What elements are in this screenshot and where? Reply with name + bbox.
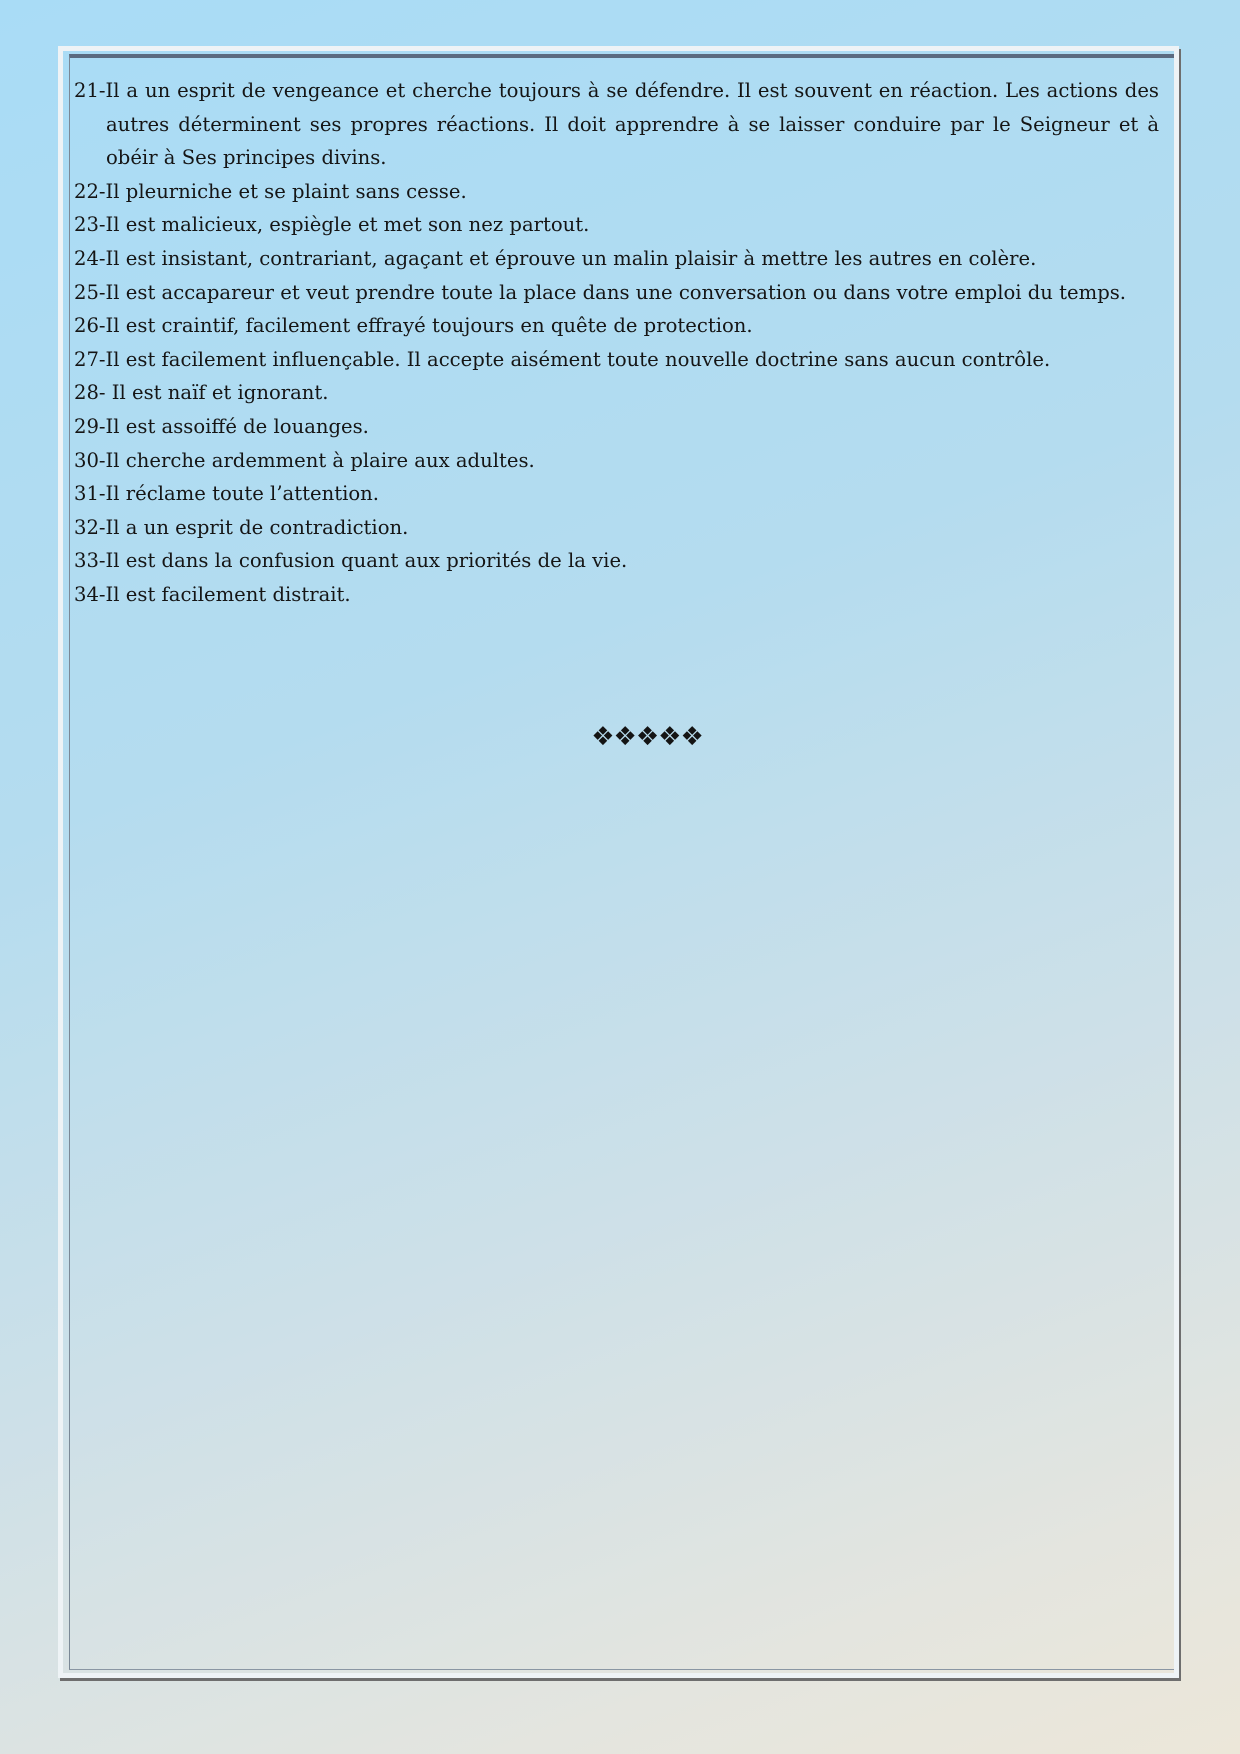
- list-item-22: 22-Il pleurniche et se plaint sans cesse.: [74, 179, 467, 203]
- list-item-25: 25-Il est accapareur et veut prendre toute la place dans une conversation ou dans votre emploi du temps.: [74, 280, 1127, 304]
- list-item-21: 21-Il a un esprit de vengeance et cherche toujours à se défendre. Il est souvent en réaction. Les actions des autres déterminent ses propres réactions. Il doit apprendre à se laisser conduire par le Seigneur et à obéir à Ses principes divins.: [74, 79, 1159, 170]
- list-item-31: 31-Il réclame toute l’attention.: [74, 482, 379, 506]
- list-item-30: 30-Il cherche ardemment à plaire aux adultes.: [74, 448, 535, 472]
- list-item-32: 32-Il a un esprit de contradiction.: [74, 515, 409, 539]
- list-item-26: 26-Il est craintif, facilement effrayé toujours en quête de protection.: [74, 314, 753, 338]
- text-body: [74, 74, 1159, 612]
- section-ornament: ❖❖❖❖❖: [591, 722, 703, 752]
- list-item-23: 23-Il est malicieux, espiègle et met son nez partout.: [74, 213, 590, 237]
- list-item-34: 34-Il est facilement distrait.: [74, 582, 351, 606]
- list-item-27: 27-Il est facilement influençable. Il accepte aisément toute nouvelle doctrine sans aucun contrôle.: [74, 347, 1051, 371]
- list-item-33: 33-Il est dans la confusion quant aux priorités de la vie.: [74, 549, 628, 573]
- list-item-28: 28- Il est naïf et ignorant.: [74, 381, 329, 405]
- list-item-29: 29-Il est assoiffé de louanges.: [74, 414, 369, 438]
- list-item-24: 24-Il est insistant, contrariant, agaçant et éprouve un malin plaisir à mettre les autres en colère.: [74, 246, 1037, 270]
